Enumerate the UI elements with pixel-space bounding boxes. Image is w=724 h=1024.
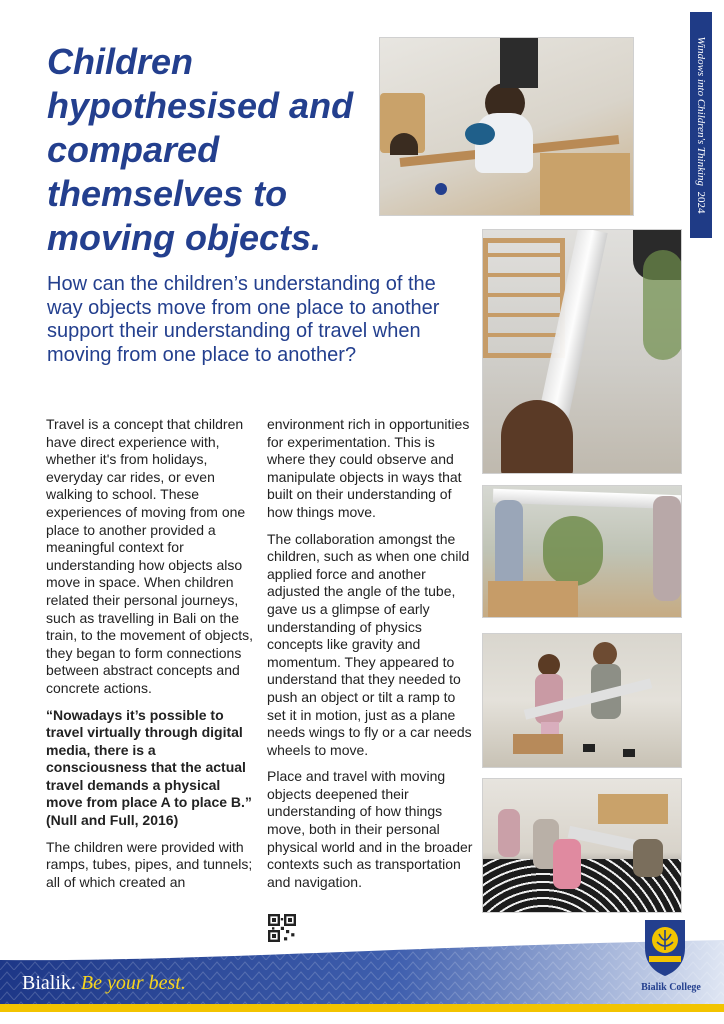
- materials-paragraph: The children were provided with ramps, tubes, pipes, and tunnels; all of which created an: [46, 838, 253, 890]
- footer-yellow-bar: [0, 1004, 724, 1012]
- intro-paragraph: Travel is a concept that children have direct experience with, whether it's from holidays, everyday car rides, or even walking to school. These experiences of moving from one place to another provided a meaningful context for understanding how objects also move in space. When children related their personal journeys, such as travelling in Bali on the train, to the movement of objects, they began to form connections between abstract concepts and concrete actions.: [46, 416, 253, 696]
- photo-tube-and-child: [483, 230, 681, 473]
- text-column-2: [267, 416, 475, 900]
- brand-name: Bialik.: [22, 972, 76, 994]
- brand-tagline: Be your best.: [80, 972, 186, 994]
- college-name: Bialik College: [641, 982, 701, 993]
- photo-child-with-ramp: [380, 38, 633, 215]
- photo-group-on-rug: [483, 779, 681, 912]
- series-year: 2024: [695, 191, 707, 214]
- collaboration-paragraph: The collaboration amongst the children, such as when one child applied force and another adjusted the angle of the tube, gave us a glimpse of early understanding of physics concepts like gravity and momentum. They appeared to understand that they needed to push an object or tilt a ramp to set it in motion, just as a plane needs wings to fly or a car needs wheels to move.: [267, 530, 472, 758]
- series-label: Windows into Children's Thinking: [695, 36, 707, 187]
- text-column-1: [46, 416, 254, 900]
- inquiry-question: How can the children’s understanding of the way objects move from one place to another support their understanding of travel when moving from one place to another?: [47, 273, 440, 366]
- side-tab-text: [695, 36, 707, 213]
- qr-code-icon[interactable]: [268, 914, 296, 942]
- quote-paragraph: “Nowadays it’s possible to travel virtually through digital media, there is a consciousness that the actual travel demands a physical move from place A to place B.” (Null and Full, 2016): [46, 706, 252, 829]
- conclusion-paragraph: Place and travel with moving objects deepened their understanding of how things move, both in their personal physical world and in the broader contexts such as transportation and navigation.: [267, 768, 473, 890]
- series-side-tab: [690, 12, 712, 238]
- brand-wordmark: [22, 972, 186, 995]
- photo-children-tilting-tube: [483, 634, 681, 767]
- photo-children-holding-tube: [483, 486, 681, 617]
- environment-paragraph: environment rich in opportunities for experimentation. This is where they could observe and manipulate objects in ways that built on their understanding of how things move.: [267, 416, 470, 520]
- page-title: Children hypothesised and compared themselves to moving objects.: [47, 41, 354, 258]
- college-crest-icon: [641, 918, 689, 978]
